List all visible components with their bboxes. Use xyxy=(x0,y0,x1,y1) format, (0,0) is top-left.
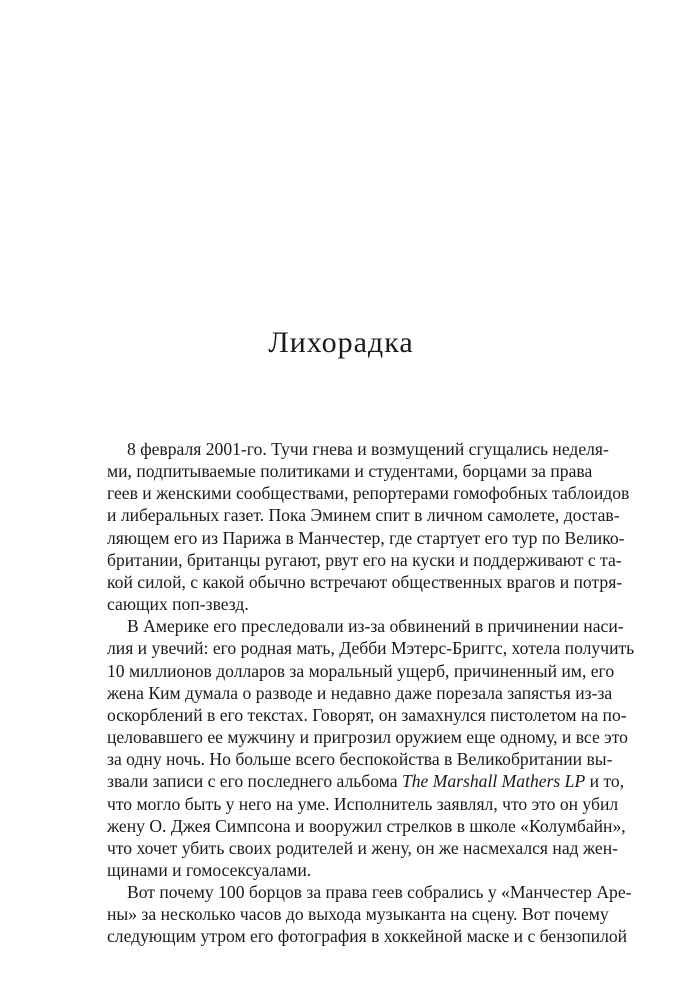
text-line: ми, подпитываемые политиками и студентами, борцами за права xyxy=(107,461,593,482)
text-line: жена Ким думала о разводе и недавно даже порезала запястья из-за xyxy=(107,682,613,703)
album-title: The Marshall Mathers LP xyxy=(401,771,586,792)
text-line: В Америке его преследовали из-за обвинений в причинении наси- xyxy=(127,616,624,637)
text-line: 10 миллионов долларов за моральный ущерб, причиненный им, его xyxy=(107,660,615,681)
text-line: жену О. Джея Симпсона и вооружил стрелков в школе «Колумбайн», xyxy=(107,815,626,836)
text-line: ляющем его из Парижа в Манчестер, где стартует его тур по Велико- xyxy=(107,527,625,548)
text-line: Вот почему 100 борцов за права геев собрались у «Манчестер Аре- xyxy=(127,882,632,903)
text-line: что могло быть у него на уме. Исполнитель заявлял, что это он убил xyxy=(107,793,619,814)
text-line: целовавшего ее мужчину и пригрозил оружием еще одному, и все это xyxy=(107,727,628,748)
text-line: кой силой, с какой обычно встречают общественных врагов и потря- xyxy=(107,571,623,592)
text-fragment: звали записи с его последнего альбома xyxy=(107,771,398,792)
text-line: оскорблений в его текстах. Говорят, он замахнулся пистолетом на по- xyxy=(107,704,627,725)
text-line: щинами и гомосексуалами. xyxy=(107,859,312,880)
text-line: сающих поп-звезд. xyxy=(107,594,249,615)
text-fragment: и то, xyxy=(589,771,625,792)
paragraph-3 xyxy=(107,881,632,947)
chapter-title: Лихорадка xyxy=(268,326,414,359)
text-line: геев и женскими сообществами, репортерами гомофобных таблоидов xyxy=(107,483,630,504)
text-line: и либеральных газет. Пока Эминем спит в личном самолете, достав- xyxy=(107,505,620,526)
text-line: лия и увечий: его родная мать, Дебби Мэтерс-Бриггс, хотела получить xyxy=(107,638,635,659)
text-line: что хочет убить своих родителей и жену, он же насмехался над жен- xyxy=(107,837,618,858)
text-line: за одну ночь. Но больше всего беспокойства в Великобритании вы- xyxy=(107,749,613,770)
text-line: следующим утром его фотография в хоккейной маске и с бензопилой xyxy=(107,926,628,947)
text-line: ны» за несколько часов до выхода музыканта на сцену. Вот почему xyxy=(107,904,609,925)
text-line: британии, британцы ругают, рвут его на куски и поддерживают с та- xyxy=(107,549,622,570)
paragraph-1 xyxy=(107,438,630,615)
body-text xyxy=(107,438,635,948)
paragraph-2 xyxy=(107,615,635,881)
text-line-with-album xyxy=(107,770,625,792)
text-line: 8 февраля 2001-го. Тучи гнева и возмущений сгущались неделя- xyxy=(127,439,609,459)
